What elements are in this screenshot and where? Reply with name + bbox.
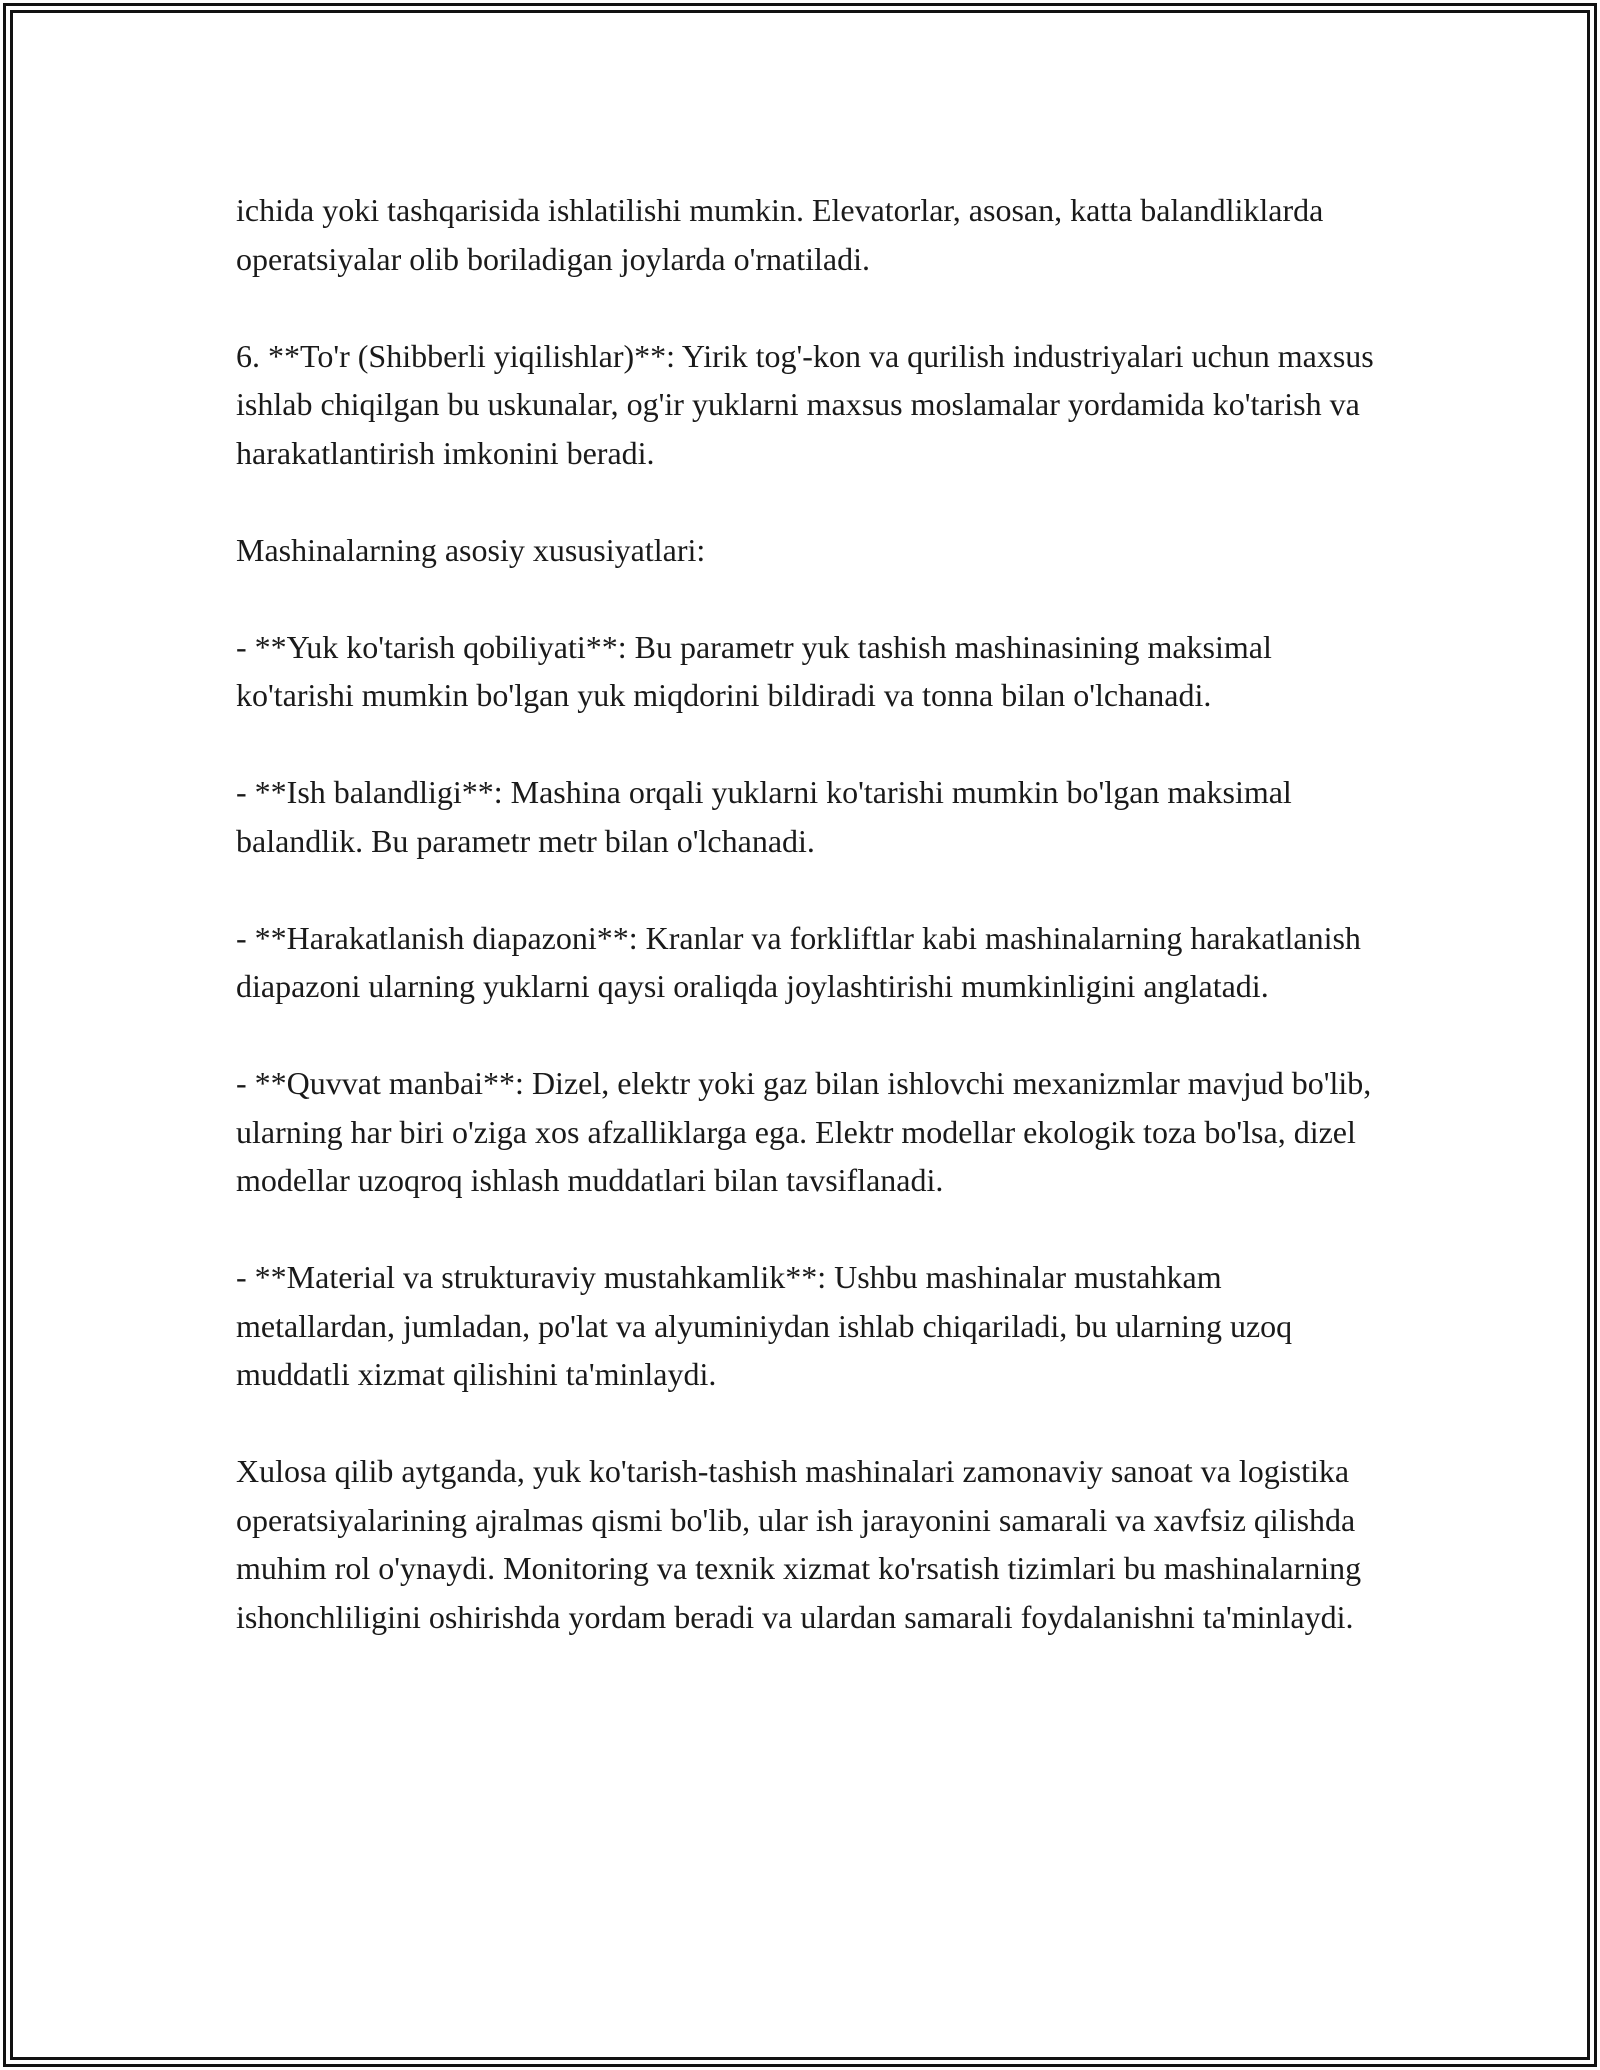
paragraph-conclusion: Xulosa qilib aytganda, yuk ko'tarish-tashish mashinalari zamonaviy sanoat va logistika operatsiyalarining ajralmas qismi bo'lib, ular ish jarayonini samarali va xavfsiz qilishda muhim rol o'ynaydi. Monitoring va texnik xizmat ko'rsatish tizimlari bu mashinalarning ishonchliligini oshirishda yordam beradi va ulardan samarali foydalanishni ta'minlaydi. (236, 1453, 1362, 1635)
document-body (236, 186, 1376, 1641)
feature-material-strength: - **Material va strukturaviy mustahkamlik**: Ushbu mashinalar mustahkam metallardan, jumladan, po'lat va alyuminiydan ishlab chiqariladi, bu ularning uzoq muddatli xizmat qilishini ta'minlaydi. (236, 1259, 1293, 1392)
section-heading-features: Mashinalarning asosiy xususiyatlari: (236, 531, 706, 568)
paragraph-item-6: 6. **To'r (Shibberli yiqilishlar)**: Yirik tog'-kon va qurilish industriyalari uchun maxsus ishlab chiqilgan bu uskunalar, og'ir yuklarni maxsus moslamalar yordamida ko'tarish va harakatlantirish imkonini beradi. (236, 337, 1374, 471)
feature-load-capacity: - **Yuk ko'tarish qobiliyati**: Bu parametr yuk tashish mashinasining maksimal ko'tarishi mumkin bo'lgan yuk miqdorini bildiradi va tonna bilan o'lchanadi. (236, 628, 1272, 713)
feature-working-height: - **Ish balandligi**: Mashina orqali yuklarni ko'tarishi mumkin bo'lgan maksimal balandlik. Bu parametr metr bilan o'lchanadi. (236, 774, 1292, 859)
feature-power-source: - **Quvvat manbai**: Dizel, elektr yoki gaz bilan ishlovchi mexanizmlar mavjud bo'lib, ularning har biri o'ziga xos afzalliklarga ega. Elektr modellar ekologik toza bo'lsa, dizel modellar uzoqroq ishlash muddatlari bilan tavsiflanadi. (236, 1065, 1372, 1198)
paragraph-elevator-continuation: ichida yoki tashqarisida ishlatilishi mumkin. Elevatorlar, asosan, katta balandliklarda operatsiyalar olib boriladigan joylarda o'rnatiladi. (236, 192, 1324, 277)
feature-movement-range: - **Harakatlanish diapazoni**: Kranlar va forkliftlar kabi mashinalarning harakatlanish diapazoni ularning yuklarni qaysi oraliqda joylashtirishi mumkinligini anglatadi. (236, 919, 1361, 1004)
